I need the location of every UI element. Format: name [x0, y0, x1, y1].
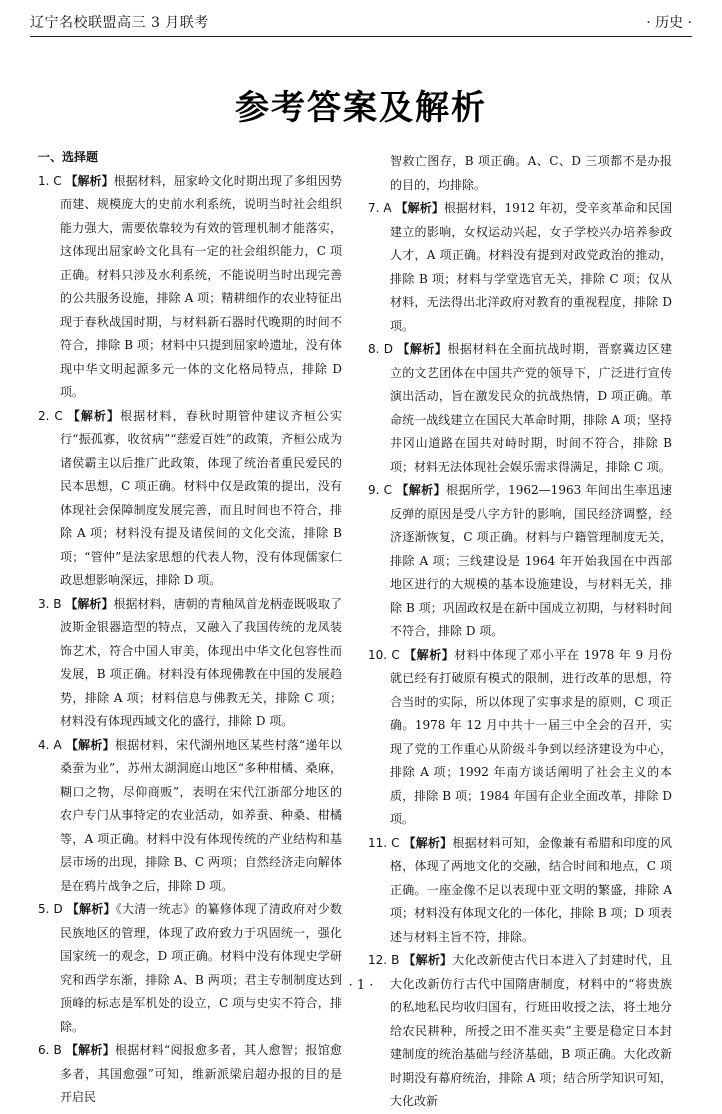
answer-item	[38, 593, 342, 734]
analysis-tag: 【解析】	[67, 408, 121, 423]
analysis-tag: 【解析】	[396, 483, 447, 497]
left-column	[38, 146, 342, 1110]
header-exam-name: 辽宁名校联盟高三 3 月联考	[30, 15, 209, 31]
analysis-text: 《大清一统志》的纂修体现了清政府对少数民族地区的管理，体现了政府致力于巩固统一，强化国家统一的观念，D 项正确。材料中没有体现史学研究和西学东渐，排除 A、B 两项；君主专制制度达到顶峰的标志是军机处的设立，C 项与史实不符合，排除。	[60, 902, 342, 1034]
analysis-text: 根据材料在全面抗战时期，晋察冀边区建立的文艺团体在中国共产党的领导下，广泛进行宣传演出活动，旨在激发民众的抗战热情，D 项正确。革命统一战线建立在国民大革命时期，排除 A 项；坚持井冈山道路在国共对峙时期，时间不符合，排除 B 项；材料无法体现社会娱乐需求得满足，排除 C 项。	[390, 342, 672, 474]
answer-number: 1. C	[38, 173, 62, 188]
answer-number: 3. B	[38, 596, 62, 611]
analysis-tag: 【解析】	[65, 1043, 115, 1057]
answer-number: 7. A	[368, 201, 392, 215]
analysis-text: 大化改新使古代日本进入了封建时代，且大化改新仿行古代中国隋唐制度，材料中的“将贵族的私地私民均收归国有，行班田收授之法，将土地分给农民耕种，所授之田不准买卖”主要是稳定日本封建制度的统治基础与经济基础，B 项正确。大化改新时期没有幕府统治，排除 A 项；结合所学知识可知，大化改新	[390, 953, 672, 1108]
answer-number: 11. C	[368, 835, 400, 850]
analysis-text: 材料中体现了邓小平在 1978 年 9 月份就已经有打破原有模式的限制，进行改革的思想，符合当时的实际，所以体现了实事求是的原则，C 项正确。1978 年 12 月中共十一届三中全会的召开，实现了党的工作重心从阶级斗争到以经济建设为中心，排除 A 项；1992 年南方谈话阐明了社会主义的本质，排除 B 项；1984 年国有企业全面改革，排除 D 项。	[390, 647, 673, 826]
answer-item	[368, 644, 672, 832]
analysis-tag: 【解析】	[65, 173, 114, 188]
answer-item	[38, 170, 342, 405]
page-number: · 1 ·	[348, 978, 374, 993]
running-header	[30, 10, 692, 34]
analysis-text: 根据所学，1962—1963 年间出生率迅速反弹的原因是受八字方针的影响，国民经济调整，经济逐渐恢复，C 项正确。材料与户籍管理制度无关，排除 A 项；三线建设是 1964 年开始我国在中西部地区进行的大规模的基本设施建设，与材料无关，排除 B 项；巩固政权是在新中国成立初期，与材料时间不符合，排除 D 项。	[390, 483, 672, 638]
header-rule	[30, 36, 692, 37]
analysis-tag: 【解析】	[66, 902, 116, 916]
analysis-text: 根据材料，1912 年初，受辛亥革命和民国建立的影响，女权运动兴起，女子学校兴办培养参政人才，A 项正确。材料没有提到对政党政治的推动，排除 B 项；材料与学堂选官无关，排除 C 项；仅从材料，无法得出北洋政府对教育的重视程度，排除 D 项。	[390, 201, 672, 333]
answer-number: 5. D	[38, 902, 63, 916]
answer-item	[38, 1039, 342, 1110]
analysis-text: 根据材料，唐朝的青釉凤首龙柄壶既吸取了波斯金银器造型的特点，又融入了我国传统的龙凤装饰艺术，符合中国人审美，体现出中华文化包容性而发展，B 项正确。材料没有体现佛教在中国的发展趋势，排除 A 项；材料信息与佛教无关，排除 C 项；材料没有体现西域文化的盛行，排除 D 项。	[60, 596, 342, 728]
answer-number: 9. C	[368, 483, 393, 497]
analysis-tag: 【解析】	[65, 596, 114, 611]
answer-number: 2. C	[38, 408, 63, 423]
answer-number: 10. C	[368, 647, 400, 662]
answer-number: 8. D	[368, 342, 394, 356]
analysis-text: 根据材料“阅报愈多者，其人愈智；报馆愈多者，其国愈强”可知，维新派梁启超办报的目的是开启民	[60, 1043, 342, 1104]
analysis-tag: 【解析】	[397, 342, 448, 356]
answer-number: 4. A	[38, 737, 62, 752]
analysis-tag: 【解析】	[65, 737, 115, 752]
answer-number: 12. B	[368, 953, 400, 967]
analysis-text: 根据材料，春秋时期管仲建议齐桓公实行“振孤寡，收贫病”“慈爱百姓”的政策，齐桓公成为诸侯霸主以后推广此政策，体现了统治者重民爱民的民本思想，C 项正确。材料中仅是政策的提出，没有体现社会保障制度发展完善，而且时间也不符合，排除 A 项；材料没有提及诸侯间的文化交流，排除 B 项；“管仲”是法家思想的代表人物，没有体现儒家仁政思想影响深远，排除 D 项。	[60, 408, 342, 587]
continued-answer-6: 智救亡图存，B 项正确。A、C、D 三项都不是办报的目的，均排除。	[390, 154, 672, 192]
answer-item	[368, 832, 672, 950]
answer-item	[368, 949, 672, 1114]
answer-item	[38, 405, 342, 593]
analysis-text: 根据材料，屈家岭文化时期出现了多组因势而建、规模庞大的史前水利系统，说明当时社会组织能力强大，需要依靠较为有效的管理机制才能落实，这体现出屈家岭文化具有一定的社会组织能力，C 项正确。材料只涉及水利系统，不能说明当时出现完善的公共服务设施，排除 A 项；精耕细作的农业特征出现于春秋战国时期，与材料新石器时代晚期的时间不符合，排除 B 项；材料中只提到屈家岭遗址，没有体现中华文明起源多元一体的文化格局特点，排除 D 项。	[60, 173, 342, 399]
analysis-text: 根据材料可知，金像兼有希腊和印度的风格，体现了两地文化的交融，结合时间和地点，C 项正确。一座金像不足以表现中亚文明的繁盛，排除 A 项；材料没有体现文化的一体化，排除 B 项；D 项表述与材料主旨不符，排除。	[390, 835, 672, 944]
answer-item	[38, 734, 342, 899]
analysis-tag: 【解析】	[404, 647, 455, 662]
analysis-tag: 【解析】	[403, 953, 453, 967]
answer-item	[368, 197, 672, 338]
analysis-text: 根据材料，宋代湖州地区某些村落“递年以桑蚕为业”，苏州太湖洞庭山地区“多种柑橘、桑麻，糊口之物，尽仰商贩”，表明在宋代江浙部分地区的农户专门从事特定的农业活动，如养蚕、种桑、柑橘等，A 项正确。材料中没有体现传统的产业结构和基层市场的出现，排除 B、C 两项；自然经济走向解体是在鸦片战争之后，排除 D 项。	[60, 737, 342, 893]
right-column	[368, 150, 672, 1114]
answer-item	[368, 338, 672, 479]
page-title: 参考答案及解析	[235, 88, 487, 128]
answer-item	[368, 479, 672, 644]
analysis-tag: 【解析】	[395, 201, 444, 215]
section-heading: 一、选择题	[38, 150, 99, 164]
analysis-tag: 【解析】	[403, 835, 453, 850]
header-subject: · 历史 ·	[646, 15, 692, 31]
answer-number: 6. B	[38, 1043, 62, 1057]
answer-item	[38, 898, 342, 1039]
